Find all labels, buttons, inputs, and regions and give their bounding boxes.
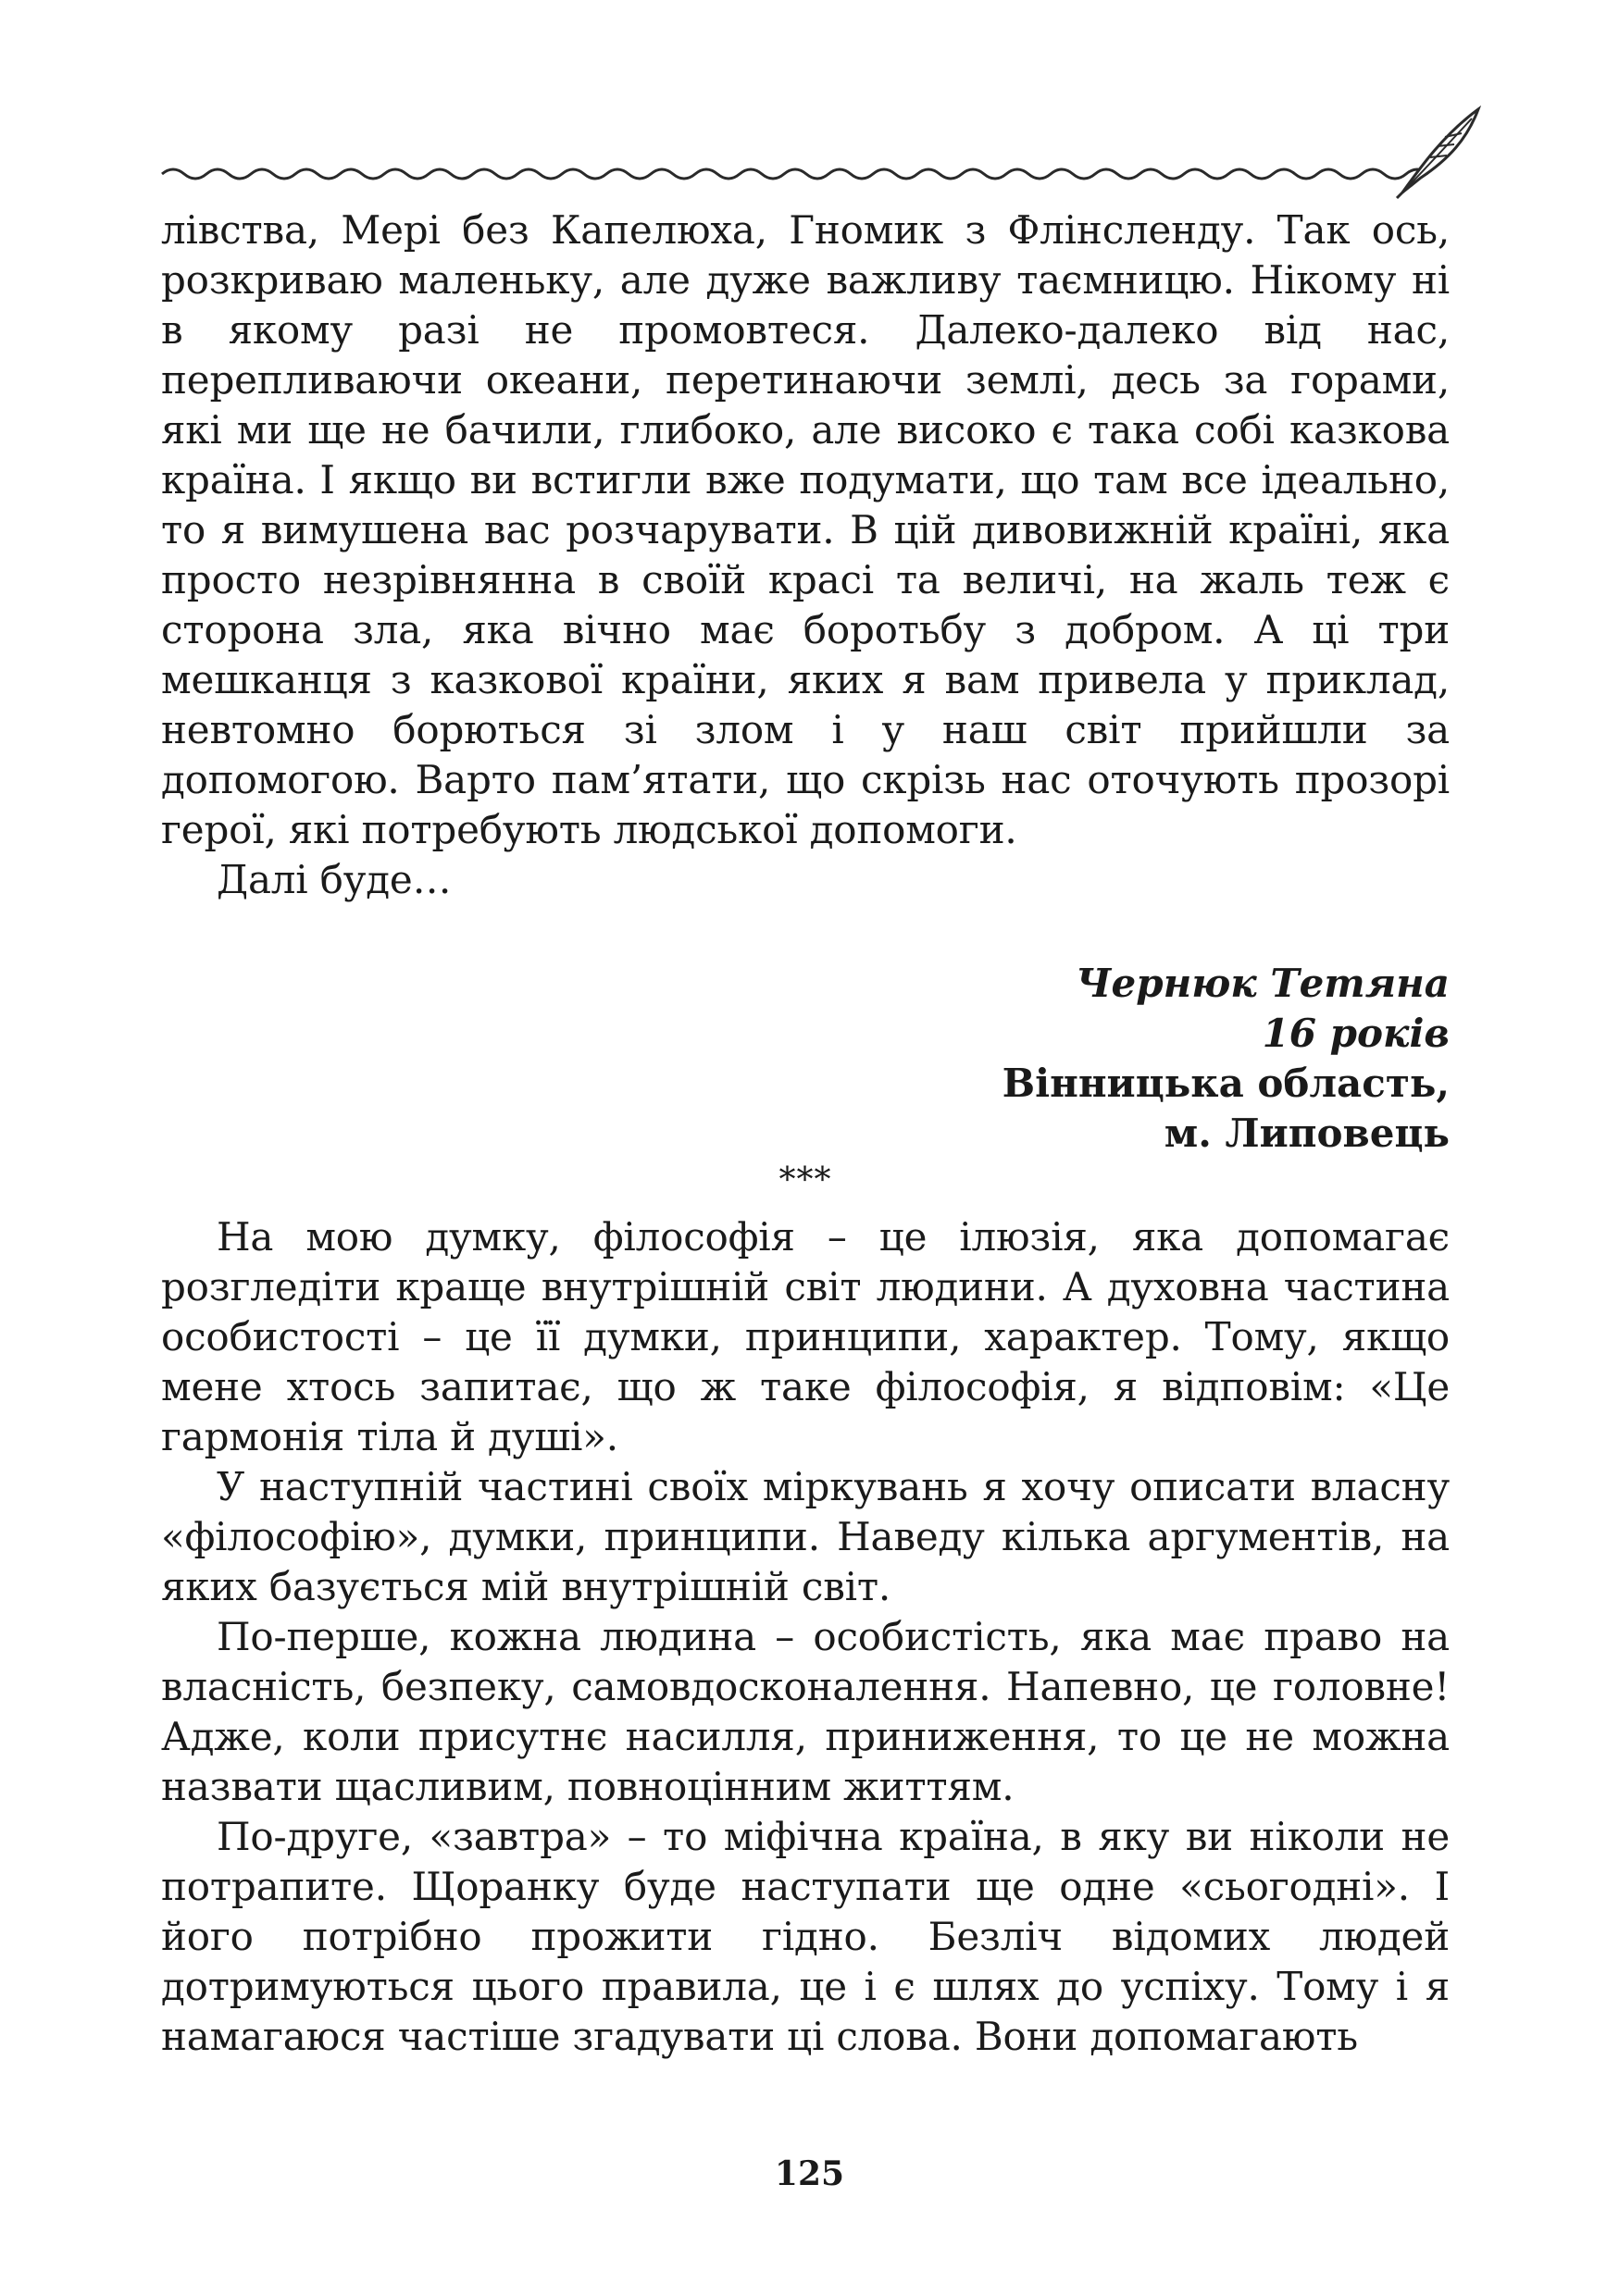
paragraph: По-друге, «завтра» – то міфічна країна, в яку ви ніколи не потрапите. Щоранку буде наступати ще одне «сьогодні». І його потрібно прожити гідно. Безліч відомих людей дотримуються цього правила, це і є шлях до успіху. Тому і я намагаюся частіше згадувати ці слова. Вони допомагають: [161, 1814, 1450, 2059]
article-part-2: [161, 1212, 1450, 2062]
author-age: 16 років: [1262, 1011, 1450, 1056]
author-signature: [161, 959, 1450, 1159]
page-content: [161, 205, 1450, 2062]
author-region: Вінницька область,: [1002, 1061, 1450, 1106]
quill-feather-icon: [1397, 109, 1478, 198]
header-ornament: [157, 102, 1481, 204]
author-name: Чернюк Тетяна: [1076, 961, 1450, 1006]
paragraph-continued: Далі буде…: [217, 857, 452, 902]
paragraph: лівства, Мері без Капелюха, Гномик з Флінсленду. Так ось, розкриваю маленьку, але дуже важливу таємницю. Нікому ні в якому разі не промовтеся. Далеко-далеко від нас, перепливаючи океани, перетинаючи землі, десь за горами, які ми ще не бачили, глибоко, але високо є така собі казкова країна. І якщо ви встигли вже подумати, що там все ідеально, то я вимушена вас розчарувати. В цій дивовижній країні, яка просто незрівнянна в своїй красі та величі, на жаль теж є сторона зла, яка вічно має боротьбу з добром. А ці три мешканця з казкової країни, яких я вам привела у приклад, невтомно борються зі злом і у наш світ прийшли за допомогою. Варто пам’ятати, що скрізь нас оточують прозорі герої, які потребують людської допомоги.: [161, 207, 1450, 852]
wavy-divider-line: [162, 169, 1428, 179]
paragraph: По-перше, кожна людина – особистість, яка має право на власність, безпеку, самовдосконалення. Напевно, це головне! Адже, коли присутнє насилля, приниження, то це не можна назвати щасливим, повноцінним життям.: [161, 1614, 1450, 1809]
section-separator: ***: [778, 1161, 832, 1199]
page-number: 125: [774, 2154, 845, 2193]
article-part-1: [161, 205, 1450, 905]
paragraph: У наступній частині своїх міркувань я хочу описати власну «філософію», думки, принципи. Наведу кілька аргументів, на яких базується мій внутрішній світ.: [161, 1464, 1450, 1609]
author-city: м. Липовець: [1164, 1111, 1450, 1156]
paragraph: На мою думку, філософія – це ілюзія, яка допомагає розгледіти краще внутрішній світ людини. А духовна частина особистості – це її думки, принципи, характер. Тому, якщо мене хтось запитає, що ж таке філософія, я відповім: «Це гармонія тіла й душі».: [161, 1214, 1450, 1459]
